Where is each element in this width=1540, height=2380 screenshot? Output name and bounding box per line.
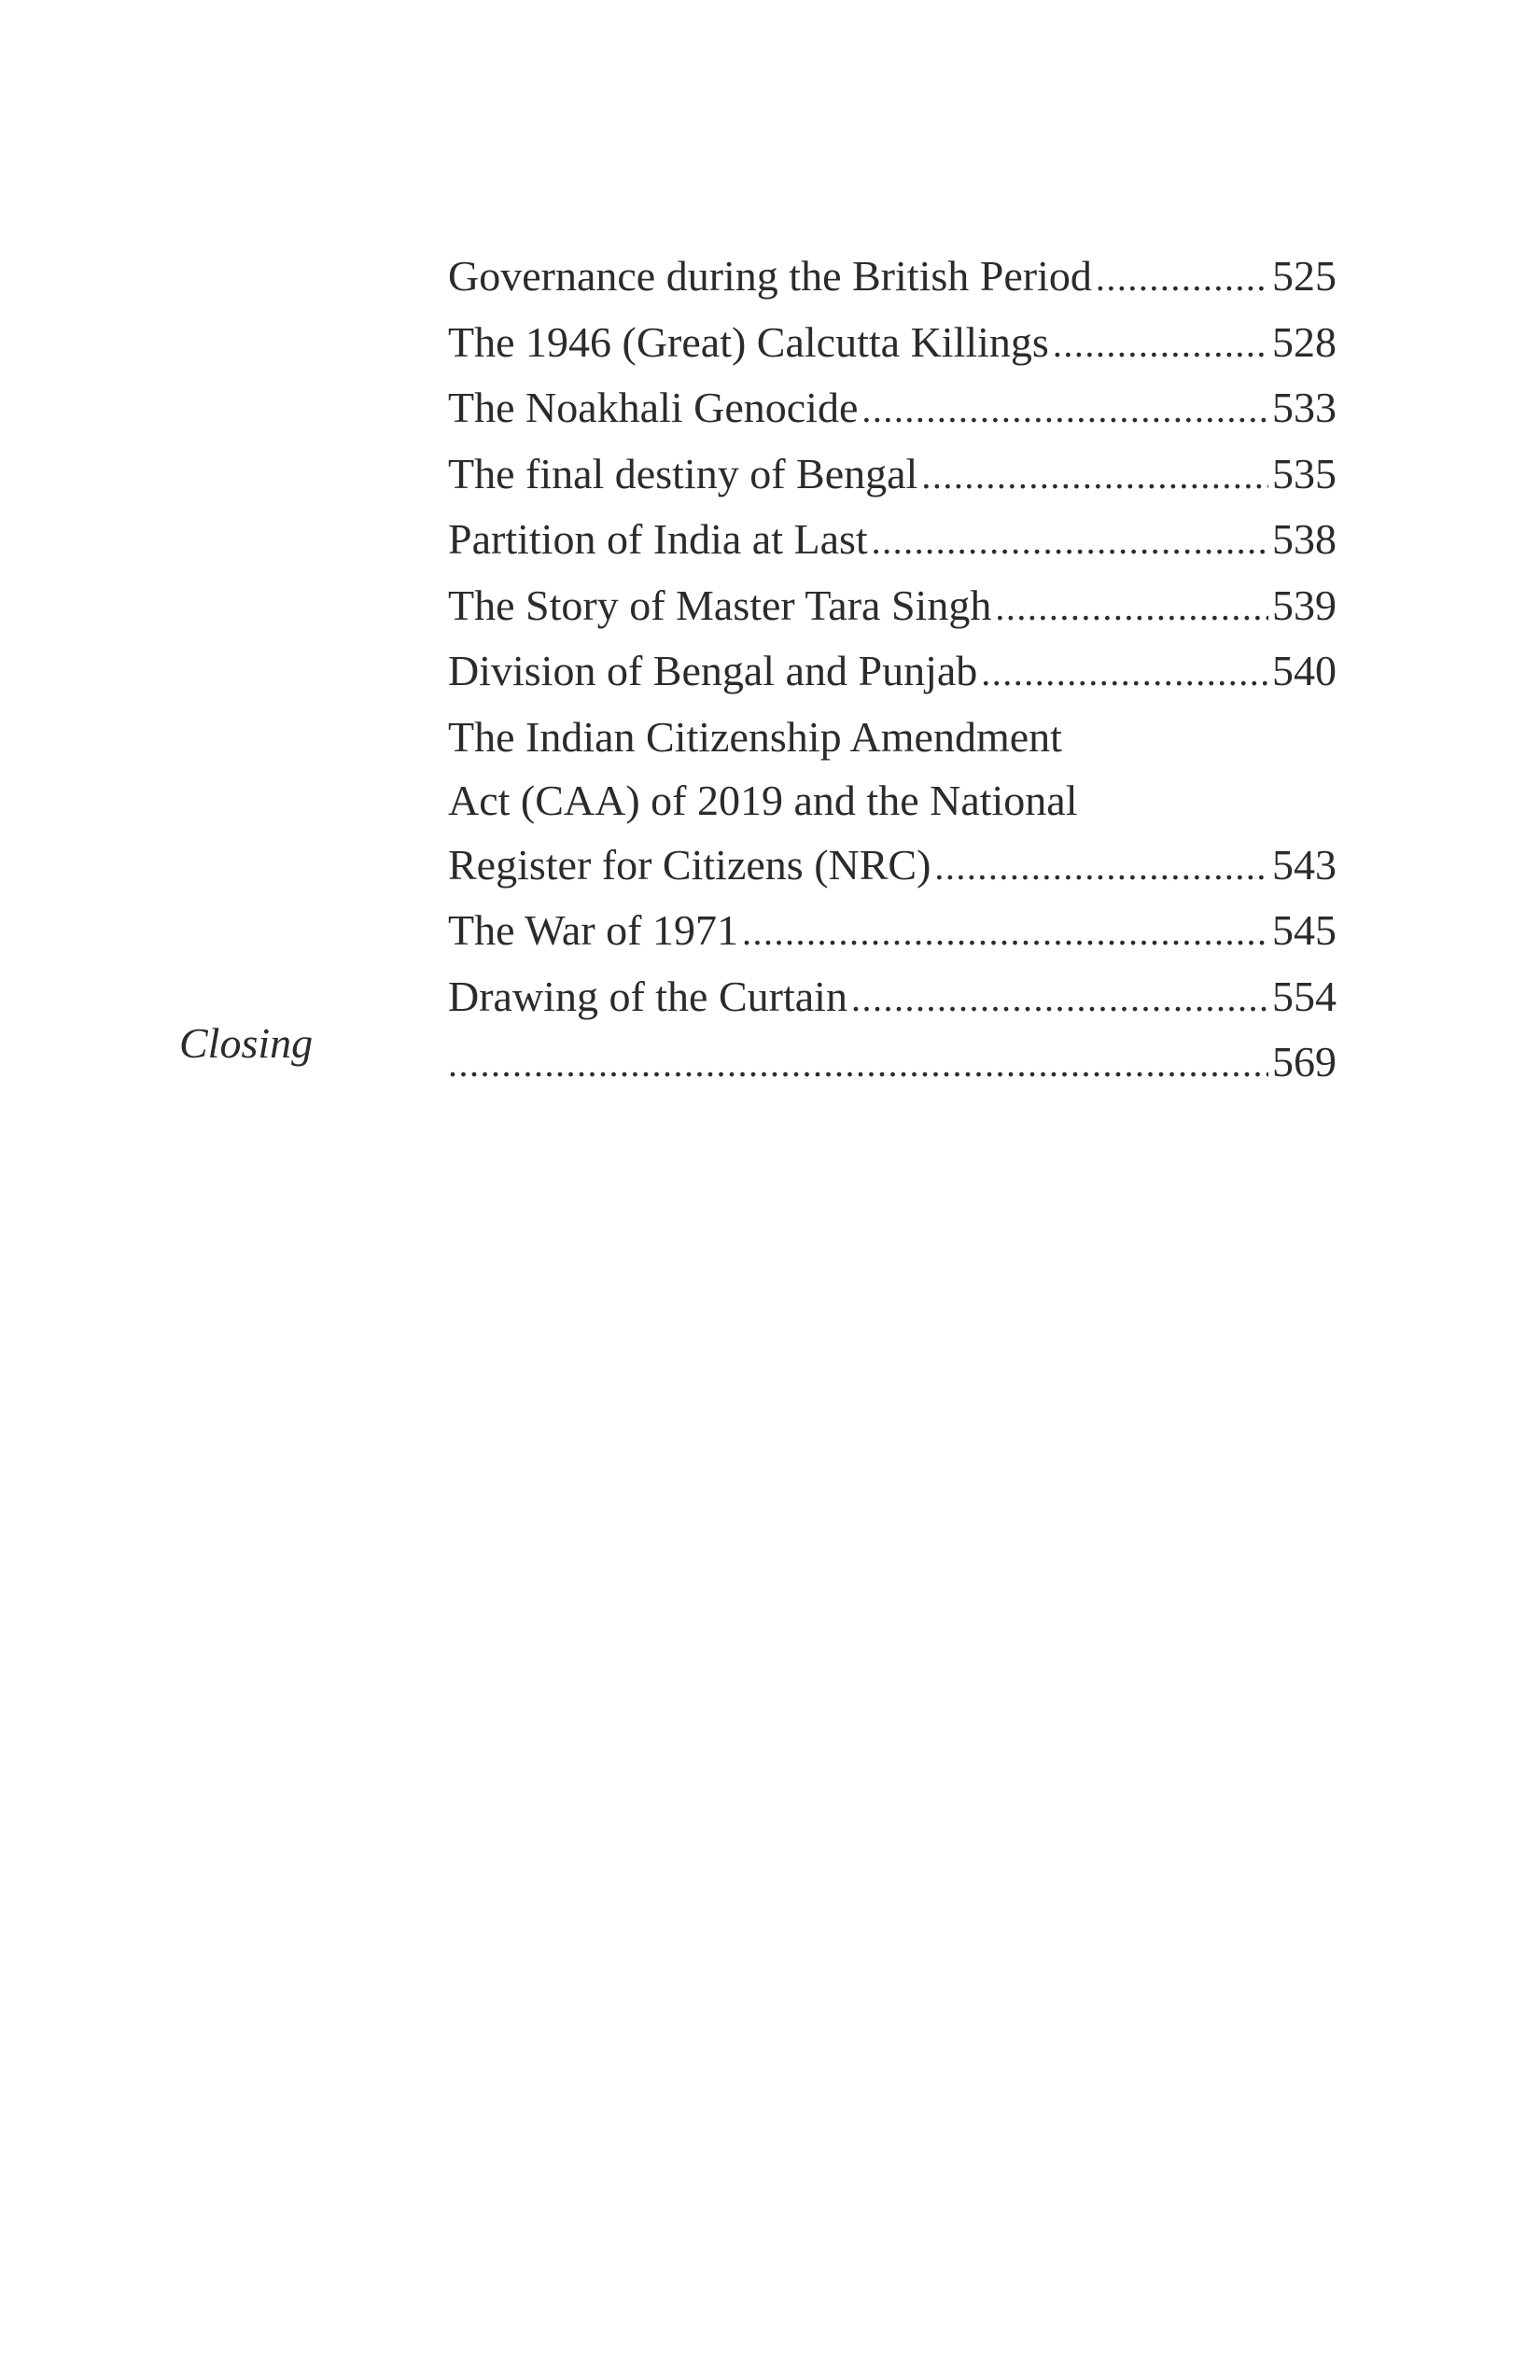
toc-entry-title: The final destiny of Bengal	[448, 449, 918, 497]
toc-entry	[448, 574, 1337, 640]
toc-entry-title: The Noakhali Genocide	[448, 384, 859, 431]
toc-entry-page: 533	[1272, 384, 1337, 431]
toc-line	[448, 833, 1337, 900]
toc-entry-title: Drawing of the Curtain	[448, 972, 847, 1020]
toc-entry-page: 535	[1272, 449, 1337, 497]
toc-entry-title: The 1946 (Great) Calcutta Killings	[448, 317, 1049, 366]
dot-leader	[921, 444, 1268, 509]
toc-entry-title-line: Act (CAA) of 2019 and the National	[448, 777, 1078, 824]
toc-entry-page: 545	[1272, 906, 1337, 954]
toc-entry-title: Partition of India at Last	[448, 515, 868, 563]
toc-line	[448, 508, 1337, 574]
toc-entry-page: 569	[1272, 1038, 1337, 1085]
toc-entry	[448, 706, 1337, 900]
toc-entry-page: 539	[1272, 581, 1337, 629]
toc-line	[448, 1030, 1337, 1097]
toc-entry	[448, 376, 1337, 442]
toc-entry	[448, 442, 1337, 509]
toc-entry	[448, 311, 1337, 377]
toc-entry	[448, 639, 1337, 706]
dot-leader	[981, 641, 1268, 706]
toc-line	[448, 442, 1337, 509]
dot-leader	[1053, 313, 1268, 377]
toc-entry-page: 538	[1272, 515, 1337, 563]
toc-entry-page: 525	[1272, 252, 1337, 300]
toc-line	[448, 899, 1337, 965]
toc-entry	[448, 965, 1337, 1031]
toc-entry-title: Governance during the British Period	[448, 252, 1092, 300]
dot-leader	[934, 835, 1268, 900]
toc-closing-entry	[448, 1030, 1337, 1097]
toc-entry-page: 543	[1272, 840, 1337, 889]
toc-entry-title: The Story of Master Tara Singh	[448, 581, 992, 629]
toc-entry-page: 528	[1272, 317, 1337, 366]
toc-entry-page: 554	[1272, 972, 1337, 1020]
toc-line	[448, 311, 1337, 377]
closing-section-label: Closing	[179, 1019, 314, 1067]
toc-entry-title: Register for Citizens (NRC)	[448, 840, 931, 889]
toc-entry-page: 540	[1272, 647, 1337, 694]
toc-line	[448, 639, 1337, 706]
dot-leader	[861, 378, 1268, 442]
toc-entry	[448, 508, 1337, 574]
toc-line	[448, 376, 1337, 442]
toc-entry-title-line: The Indian Citizenship Amendment	[448, 712, 1062, 761]
toc-line	[448, 245, 1337, 311]
toc-entry	[448, 899, 1337, 965]
dot-leader	[872, 510, 1268, 574]
dot-leader	[448, 1032, 1268, 1097]
toc-entry-title: The War of 1971	[448, 906, 738, 954]
table-of-contents	[448, 245, 1337, 1097]
toc-line	[448, 706, 1337, 770]
toc-line	[448, 769, 1337, 833]
dot-leader	[995, 576, 1268, 640]
toc-entry	[448, 245, 1337, 311]
toc-line	[448, 965, 1337, 1031]
dot-leader	[742, 901, 1268, 965]
dot-leader	[1096, 246, 1268, 311]
toc-line	[448, 574, 1337, 640]
dot-leader	[851, 967, 1268, 1031]
toc-entry-title: Division of Bengal and Punjab	[448, 647, 978, 694]
